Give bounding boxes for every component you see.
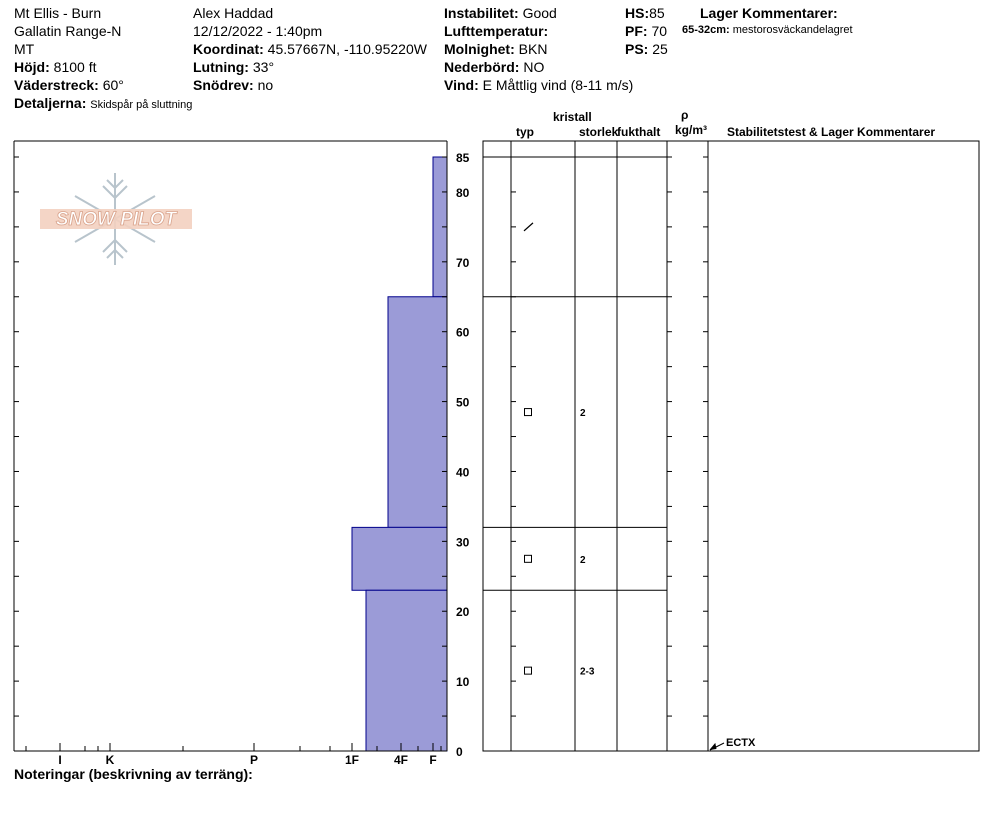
- col-kristall: kristall: [553, 110, 592, 124]
- depth-tick-label: 70: [456, 255, 470, 270]
- col-typ: typ: [516, 125, 534, 139]
- datetime: 12/12/2022 - 1:40pm: [193, 23, 323, 39]
- cloud-label: Molnighet:: [444, 41, 515, 57]
- slope-label: Lutning:: [193, 59, 249, 75]
- depth-tick-label: 85: [456, 151, 470, 165]
- crystal-size-label: 2: [580, 554, 586, 566]
- hardness-bar: [388, 297, 447, 528]
- drift-label: Snödrev:: [193, 77, 254, 93]
- hardness-tick-label: 1F: [344, 753, 360, 767]
- instability-value: Good: [522, 5, 557, 21]
- snowpilot-watermark: [40, 173, 192, 265]
- faceted-crystals-icon: [525, 555, 532, 562]
- details-label: Detaljerna:: [14, 95, 87, 111]
- notes-label: Noteringar (beskrivning av terräng):: [14, 766, 253, 782]
- hs-value: 85: [649, 5, 665, 21]
- cloud-value: BKN: [518, 41, 548, 57]
- precip-value: NO: [523, 59, 545, 75]
- faceted-crystals-icon: [525, 409, 532, 416]
- col-stability: Stabilitetstest & Lager Kommentarer: [727, 125, 936, 139]
- precip-label: Nederbörd:: [444, 59, 520, 75]
- depth-tick-label: 50: [456, 395, 470, 410]
- state: MT: [14, 41, 35, 57]
- coordinate-value: 45.57667N, -110.95220W: [267, 41, 427, 57]
- aspect-label: Väderstreck:: [14, 77, 99, 93]
- wind-value: E Måttlig vind (8-11 m/s): [482, 77, 634, 93]
- stability-test-label: ECTX: [726, 737, 756, 749]
- layer-comments-title: Lager Kommentarer:: [700, 5, 838, 21]
- col-density-unit: kg/m³: [675, 123, 708, 137]
- range: Gallatin Range-N: [14, 23, 122, 39]
- elevation-label: Höjd:: [14, 59, 50, 75]
- hardness-tick-label: F: [429, 753, 437, 767]
- faceted-crystals-icon: [525, 667, 532, 674]
- ps-label: PS:: [625, 41, 649, 57]
- precipitation-particles-icon: [524, 223, 533, 231]
- hardness-tick-label: 4F: [393, 753, 409, 767]
- pf-value: 70: [651, 23, 668, 39]
- elevation-value: 8100 ft: [53, 59, 97, 75]
- depth-tick-label: 80: [456, 185, 470, 200]
- drift-value: no: [257, 77, 274, 93]
- hardness-bar: [352, 527, 447, 590]
- depth-tick-label: 20: [456, 605, 470, 620]
- crystal-size-label: 2-3: [580, 666, 595, 678]
- hardness-tick-label: P: [249, 753, 259, 767]
- hardness-bar: [366, 590, 447, 751]
- depth-tick-label: 10: [456, 675, 470, 690]
- aspect-value: 60°: [102, 77, 124, 93]
- hardness-tick-label: K: [105, 753, 115, 767]
- table-frame: [483, 141, 979, 751]
- pf-label: PF:: [625, 23, 648, 39]
- location: Mt Ellis - Burn: [14, 5, 102, 21]
- observer: Alex Haddad: [193, 5, 274, 21]
- slope-value: 33°: [252, 59, 275, 75]
- watermark-text: SNOW PILOT: [55, 209, 177, 230]
- instability-label: Instabilitet:: [444, 5, 519, 21]
- airtemp-label: Lufttemperatur:: [444, 23, 549, 39]
- hs-label: HS:: [625, 5, 650, 21]
- layer-comment-text: mestorosväckandelagret: [732, 24, 853, 36]
- coordinate-label: Koordinat:: [193, 41, 264, 57]
- hardness-tick-label: I: [58, 753, 62, 767]
- col-fukthalt: fukthalt: [617, 125, 661, 139]
- wind-label: Vind:: [444, 77, 479, 93]
- col-rho: ρ: [681, 108, 689, 122]
- depth-tick-label: 0: [456, 745, 463, 759]
- depth-tick-label: 60: [456, 325, 470, 340]
- crystal-size-label: 2: [580, 408, 586, 420]
- details-value: Skidspår på sluttning: [90, 99, 193, 111]
- arrow-head-icon: [710, 744, 716, 750]
- layer-table: [483, 141, 979, 751]
- depth-tick-label: 40: [456, 465, 470, 480]
- col-storlek: storlek: [579, 125, 619, 139]
- depth-tick-label: 30: [456, 535, 470, 550]
- layer-comment-range: 65-32cm:: [682, 24, 730, 36]
- hardness-layers: [352, 157, 447, 751]
- ps-value: 25: [652, 41, 668, 57]
